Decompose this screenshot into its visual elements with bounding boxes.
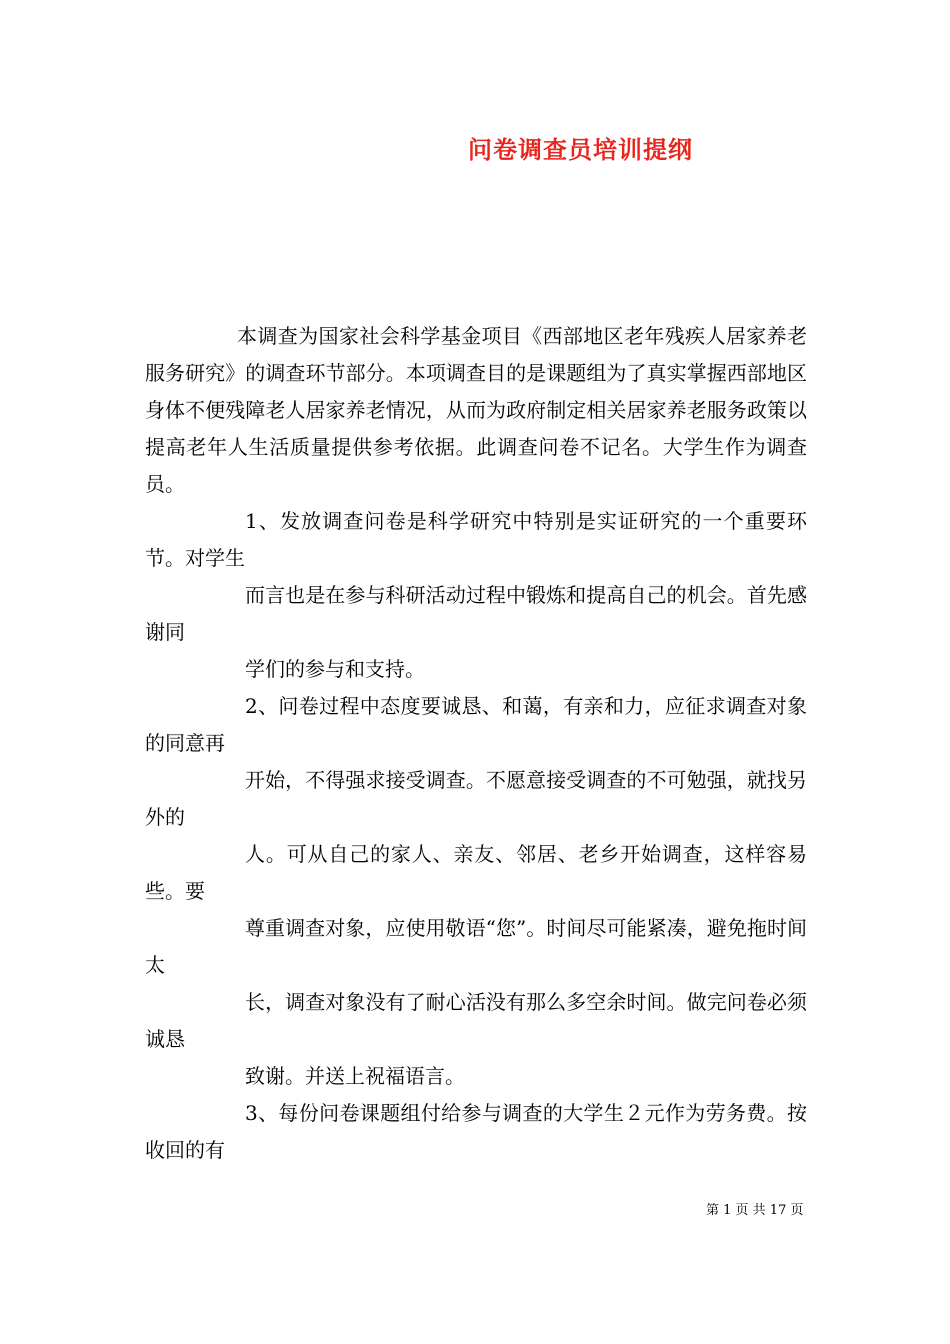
paragraph-item-3: 3、每份问卷课题组付给参与调查的大学生２元作为劳务费。按收回的有 (145, 1101, 807, 1162)
paragraph-item-2-continued: 尊重调查对象，应使用敬语“您”。时间尽可能紧凑，避免拖时间太 (145, 916, 807, 977)
paragraph-item-2-continued: 开始，不得强求接受调查。不愿意接受调查的不可勉强，就找另外的 (145, 768, 807, 829)
paragraph-item-1-end: 学们的参与和支持。 (245, 657, 425, 681)
paragraph-item-2-end: 致谢。并送上祝福语言。 (245, 1064, 465, 1088)
paragraph-item-2-continued: 长，调查对象没有了耐心活没有那么多空余时间。做完问卷必须诚恳 (145, 990, 807, 1051)
document-title: 问卷调查员培训提纲 (468, 135, 693, 164)
page-number-footer: 第 1 页 共 17 页 (706, 1203, 804, 1218)
paragraph-item-1: 1、发放调查问卷是科学研究中特别是实证研究的一个重要环节。对学生 (145, 509, 807, 570)
document-body (145, 318, 807, 1169)
paragraph-item-2-continued: 人。可从自己的家人、亲友、邻居、老乡开始调查，这样容易些。要 (145, 842, 807, 903)
paragraph-item-2: 2、问卷过程中态度要诚恳、和蔼，有亲和力，应征求调查对象的同意再 (145, 694, 807, 755)
paragraph-item-1-continued: 而言也是在参与科研活动过程中锻炼和提高自己的机会。首先感谢同 (145, 583, 807, 644)
intro-paragraph: 本调查为国家社会科学基金项目《西部地区老年残疾人居家养老服务研究》的调查环节部分。本项调查目的是课题组为了真实掌握西部地区身体不便残障老人居家养老情况，从而为政府制定相关居家养老服务政策以提高老年人生活质量提供参考依据。此调查问卷不记名。大学生作为调查员。 (145, 324, 807, 496)
